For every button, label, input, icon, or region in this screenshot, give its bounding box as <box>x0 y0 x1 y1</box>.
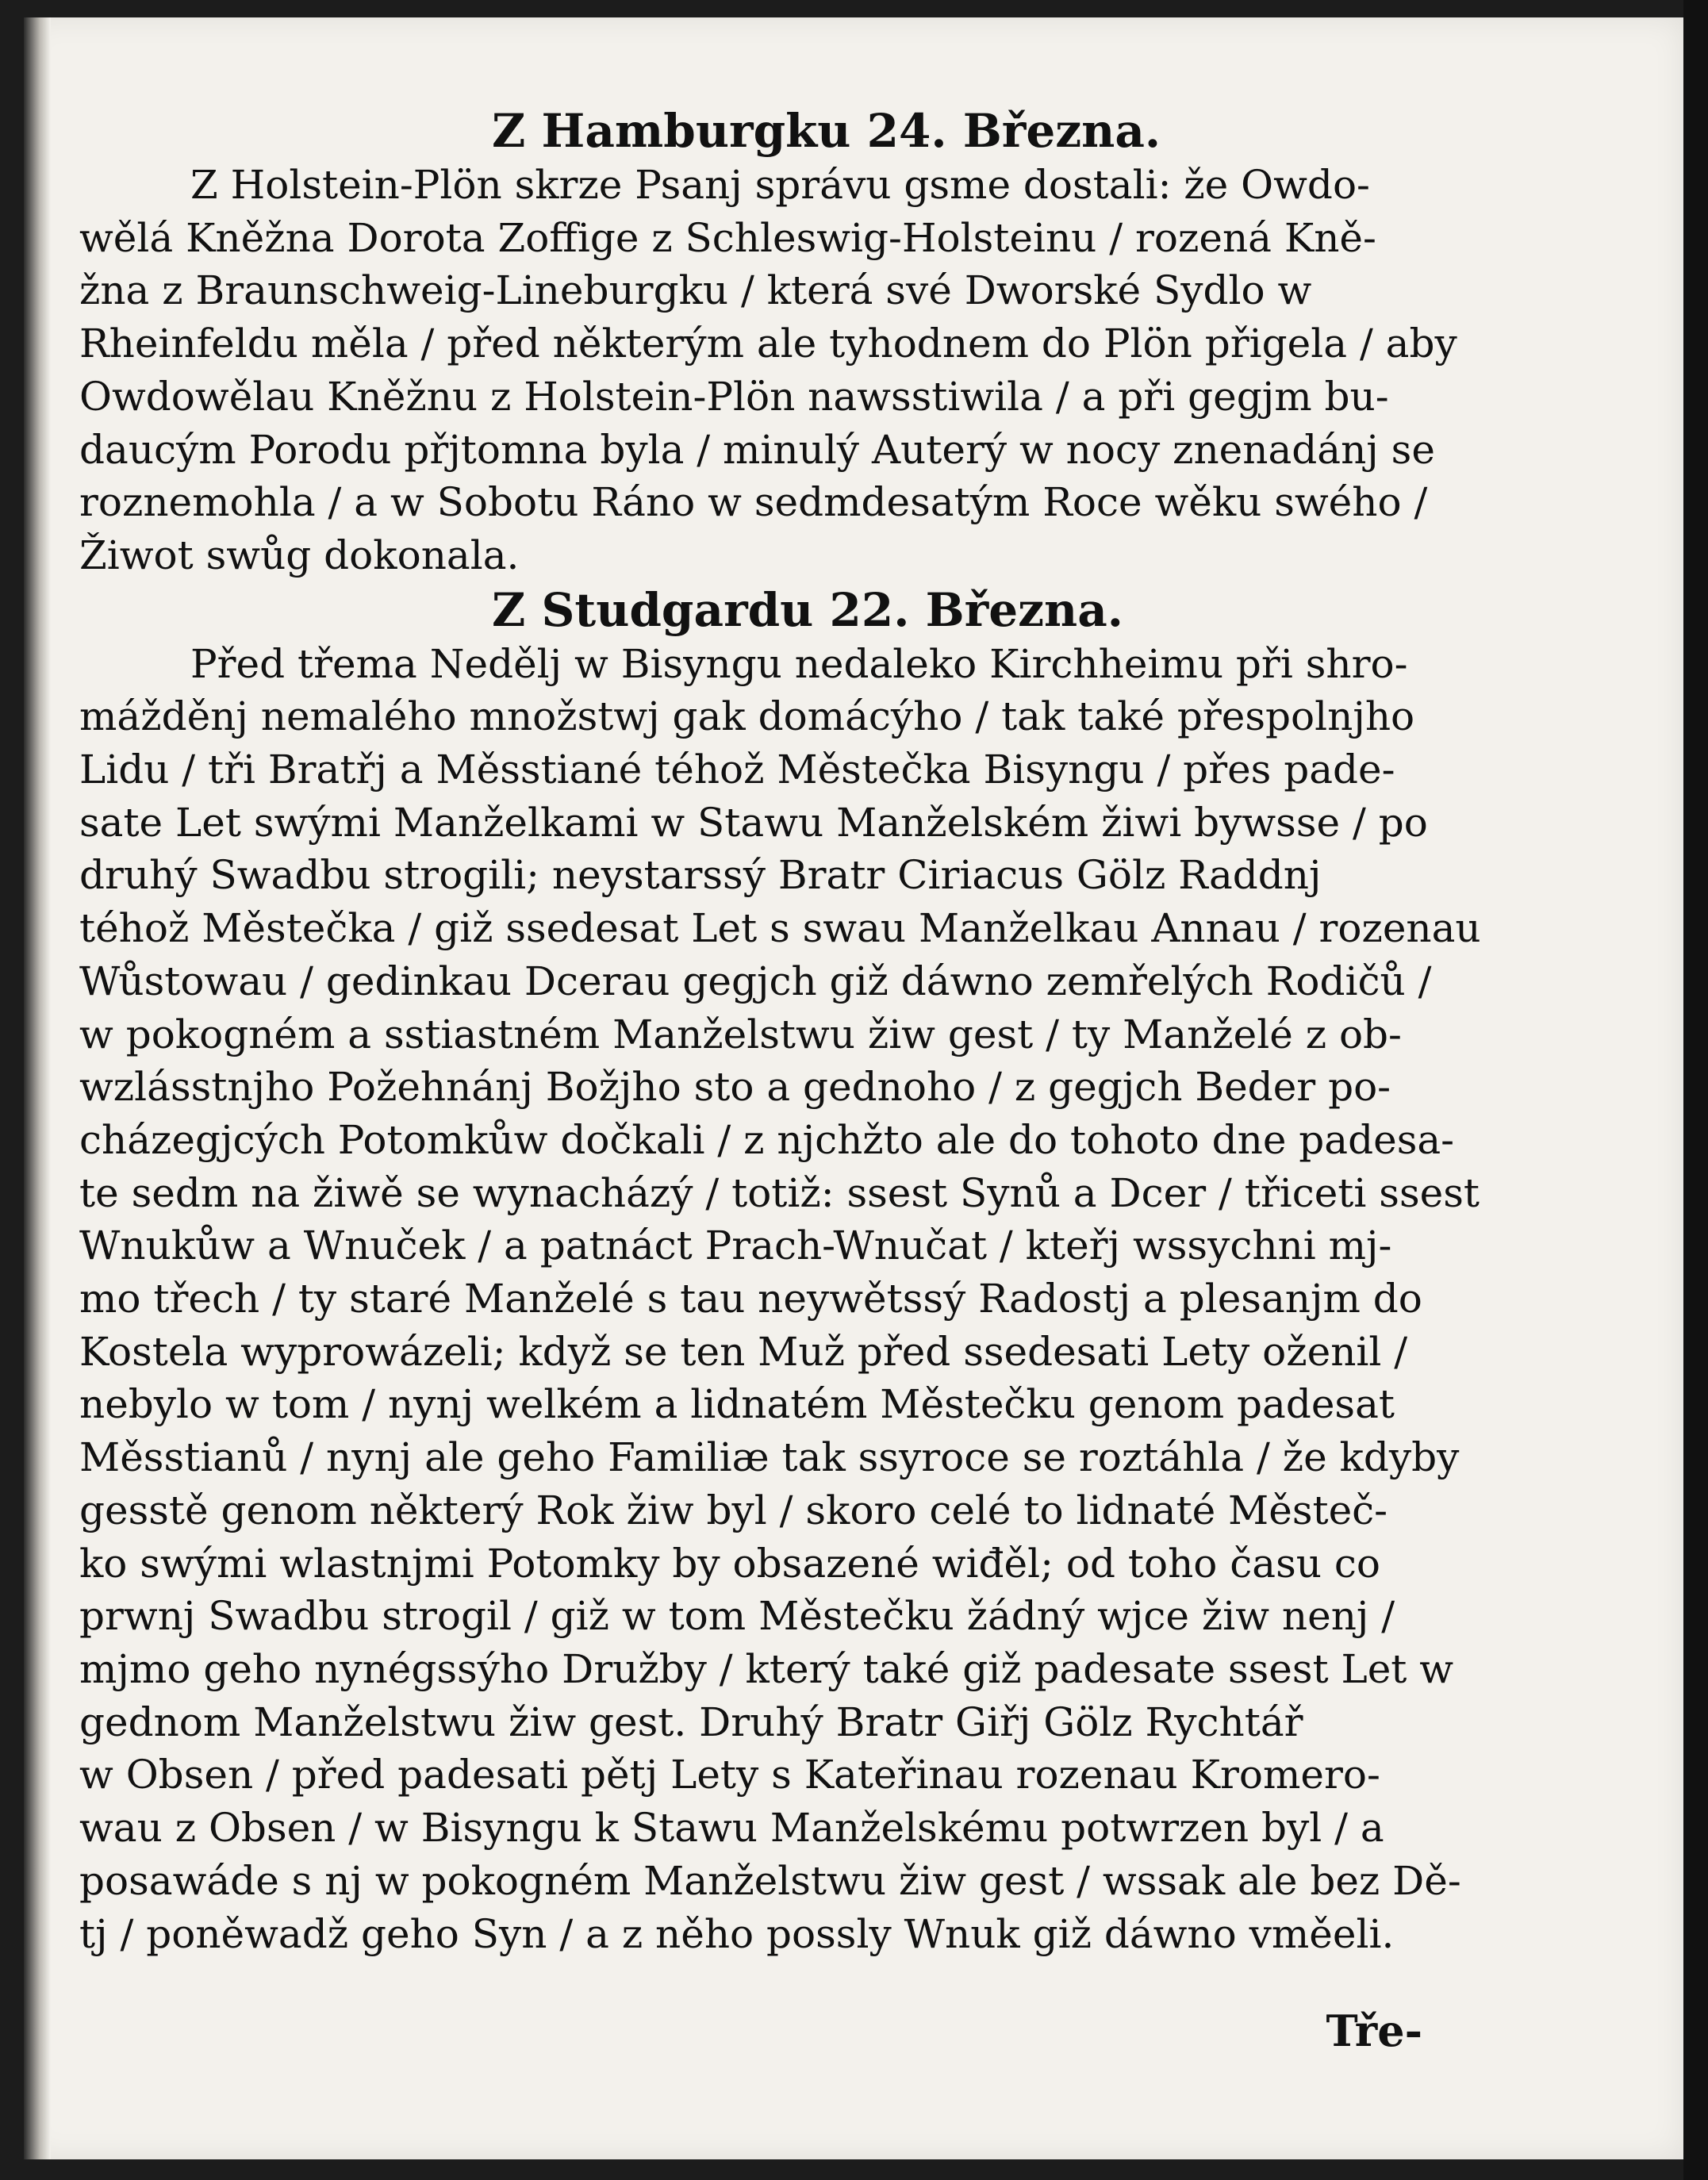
text-line: Kostela wyprowázeli; když se ten Muž před ssedesati Lety oženil / <box>79 1328 1408 1375</box>
text-line: Žiwot swůg dokonala. <box>79 532 520 578</box>
text-line: téhož Městečka / giž ssedesat Let s swau Manželkau Annau / rozenau <box>79 905 1481 952</box>
text-line: Měsstianů / nynj ale geho Familiæ tak ssyroce se roztáhla / že kdyby <box>79 1434 1460 1481</box>
catchword: Tře- <box>1326 2005 1422 2056</box>
text-line: te sedm na žiwě se wynacházý / totiž: ssest Synů a Dcer / třiceti ssest <box>79 1169 1480 1216</box>
text-line: gesstě genom některý Rok žiw byl / skoro celé to lidnaté Městeč- <box>79 1487 1388 1533</box>
text-line: w Obsen / před padesati pětj Lety s Kateřinau rozenau Kromero- <box>79 1752 1380 1798</box>
text-line: wau z Obsen / w Bisyngu k Stawu Manželskému potwrzen byl / a <box>79 1805 1384 1852</box>
text-line: roznemohla / a w Sobotu Ráno w sedmdesatým Roce wěku swého / <box>79 479 1428 526</box>
text-line: tj / poněwadž geho Syn / a z něho possly Wnuk giž dáwno vměeli. <box>79 1910 1395 1957</box>
heading-studgard: Z Studgardu 22. Března. <box>492 582 1123 637</box>
text-line: cházegjcých Potomkůw dočkali / z njchžto ale do tohoto dne padesa- <box>79 1116 1455 1163</box>
text-line: Owdowělau Kněžnu z Holstein-Plön nawsstiwila / a při gegjm bu- <box>79 373 1389 420</box>
text-line: sate Let swými Manželkami w Stawu Manželském žiwi bywsse / po <box>79 799 1428 846</box>
text-line: Wnukůw a Wnuček / a patnáct Prach-Wnučat / kteřj wssychni mj- <box>79 1222 1392 1269</box>
text-line: wzlásstnjho Požehnánj Božjho sto a gednoho / z gegjch Beder po- <box>79 1064 1391 1111</box>
text-line: posawáde s nj w pokogném Manželstwu žiw gest / wssak ale bez Dě- <box>79 1857 1461 1904</box>
text-line: žna z Braunschweig-Lineburgku / která své Dworské Sydlo w <box>79 267 1312 314</box>
text-line: nebylo w tom / nynj welkém a lidnatém Městečku genom padesat <box>79 1381 1395 1428</box>
text-line: ko swými wlastnjmi Potomky by obsazené wiđěl; od toho času co <box>79 1540 1380 1587</box>
text-line: mo třech / ty staré Manželé s tau neywětssý Radostj a plesanjm do <box>79 1276 1422 1322</box>
text-line: Rheinfeldu měla / před některým ale tyhodnem do Plön přigela / aby <box>79 320 1457 367</box>
text-line: mjmo geho nynégssýho Družby / který také giž padesate ssest Let w <box>79 1645 1454 1692</box>
text-line: Lidu / tři Bratřj a Měsstiané téhož Městečka Bisyngu / přes pade- <box>79 746 1395 793</box>
text-line: w pokogném a sstiastném Manželstwu žiw gest / ty Manželé z ob- <box>79 1011 1402 1057</box>
text-line: druhý Swadbu strogili; neystarssý Bratr Ciriacus Gölz Raddnj <box>79 852 1322 899</box>
text-line: Wůstowau / gedinkau Dcerau gegjch giž dáwno zemřelých Rodičů / <box>79 958 1432 1004</box>
text-line: daucým Porodu přjtomna byla / minulý Auterý w nocy znenadánj se <box>79 426 1435 473</box>
page-spine-shadow <box>24 17 51 2159</box>
text-line: prwnj Swadbu strogil / giž w tom Městečku žádný wjce žiw nenj / <box>79 1593 1395 1640</box>
text-block <box>79 103 1481 1960</box>
heading-hamburg: Z Hamburgku 24. Března. <box>492 104 1161 158</box>
text-line: mážděnj nemalého množstwj gak domácýho / tak také přespolnjho <box>79 693 1415 740</box>
text-line: Před třema Nedělj w Bisyngu nedaleko Kirchheimu při shro- <box>190 640 1408 687</box>
text-line: gednom Manželstwu žiw gest. Druhý Bratr Giřj Gölz Rychtář <box>79 1698 1303 1745</box>
right-border <box>1683 0 1708 2180</box>
text-line: wělá Kněžna Dorota Zoffige z Schleswig-Holsteinu / rozená Kně- <box>79 214 1376 261</box>
text-line: Z Holstein-Plön skrze Psanj správu gsme dostali: že Owdo- <box>190 162 1370 208</box>
